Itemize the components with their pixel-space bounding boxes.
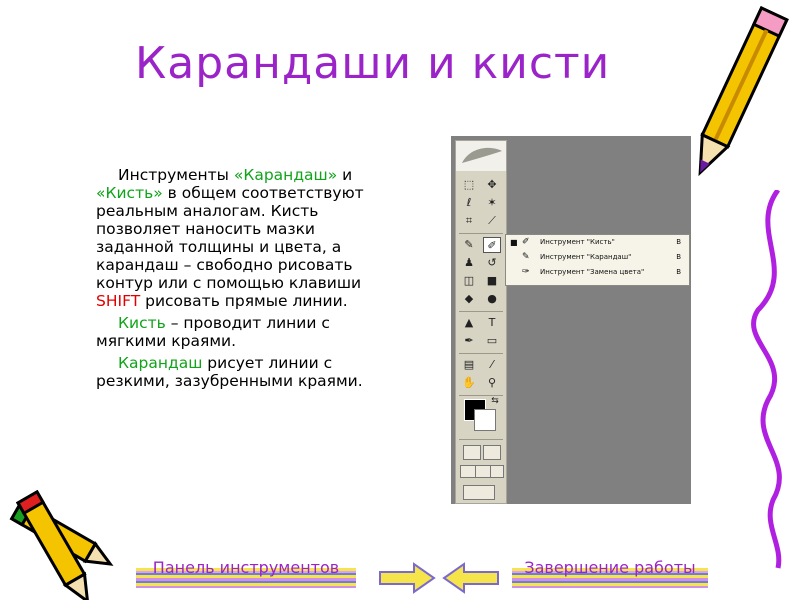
hand-tool-icon[interactable]: ✋ (462, 376, 476, 389)
paragraph-intro (96, 166, 386, 310)
quick-mask-button[interactable] (483, 445, 501, 460)
zoom-tool-icon[interactable]: ⚲ (487, 376, 497, 389)
eraser-tool-icon[interactable]: ◫ (463, 274, 475, 287)
flyout-shortcut: B (676, 268, 681, 276)
term-brush: «Кисть» (96, 184, 163, 202)
feather-logo (456, 141, 506, 171)
nav-link-toolbox[interactable]: Панель инструментов (152, 558, 340, 577)
decorative-squiggle (738, 190, 800, 570)
pencils-icon (0, 480, 150, 600)
prev-arrow-icon[interactable] (442, 562, 500, 594)
eyedropper-icon[interactable]: ⁄ (491, 358, 493, 371)
flyout-shortcut: B (676, 238, 681, 246)
shape-tool-icon[interactable]: ▭ (486, 334, 498, 347)
gradient-tool-icon[interactable]: ■ (486, 274, 498, 287)
text-span: в общем соответствуют реальным аналогам. Кисть позволяет наносить мазки заданной толщины и цвета, а карандаш – свободно рисовать контур или с помощью клавиши (96, 184, 364, 292)
nav-link-finish[interactable]: Завершение работы (524, 558, 696, 577)
flyout-item-color-replace[interactable] (506, 265, 689, 280)
stamp-tool-icon[interactable]: ♟ (464, 256, 474, 269)
slide-body (96, 166, 386, 394)
toolbox-panel (455, 140, 507, 504)
brush-icon: ✐ (522, 237, 530, 247)
separator (459, 353, 503, 354)
text-span: и (337, 166, 353, 184)
separator (459, 439, 503, 440)
next-arrow-icon[interactable] (378, 562, 436, 594)
jump-to-imageready-button[interactable] (463, 485, 495, 500)
flyout-label: Инструмент "Карандаш" (540, 253, 632, 261)
flyout-label: Инструмент "Замена цвета" (540, 268, 645, 276)
paragraph-pencil (96, 354, 386, 390)
text-span: – проводит линии с мягкими краями. (96, 314, 330, 350)
selected-bullet: ■ (510, 238, 518, 247)
type-tool-icon[interactable]: T (488, 316, 496, 329)
term-pencil: «Карандаш» (233, 166, 338, 184)
term-pencil: Карандаш (118, 354, 203, 372)
screen-mode-full[interactable] (490, 465, 504, 478)
text-span: рисует линии с резкими, зазубренными краями. (96, 354, 363, 390)
flyout-item-pencil[interactable] (506, 250, 689, 265)
healing-brush-icon[interactable]: ✎ (464, 238, 474, 251)
lasso-tool-icon[interactable]: ℓ (466, 196, 472, 209)
term-brush: Кисть (118, 314, 166, 332)
text-span: рисовать прямые линии. (140, 292, 348, 310)
flyout-shortcut: B (676, 253, 681, 261)
color-replace-icon: ✑ (522, 267, 530, 277)
background-color-swatch[interactable] (474, 409, 496, 431)
notes-tool-icon[interactable]: ▤ (463, 358, 475, 371)
screen-mode-standard[interactable] (460, 465, 476, 478)
key-shift: SHIFT (96, 292, 141, 310)
dodge-tool-icon[interactable]: ● (487, 292, 497, 305)
slice-tool-icon[interactable]: ⟋ (488, 214, 496, 227)
screen-mode-full-menu[interactable] (475, 465, 491, 478)
standard-mode-button[interactable] (463, 445, 481, 460)
pencil-tool-icon: ✎ (522, 252, 530, 262)
pen-tool-icon[interactable]: ✒ (464, 334, 474, 347)
marquee-tool-icon[interactable]: ⬚ (463, 178, 475, 191)
crop-tool-icon[interactable]: ⌗ (465, 214, 473, 227)
history-brush-icon[interactable]: ↺ (487, 256, 497, 269)
path-select-icon[interactable]: ▲ (464, 316, 474, 329)
flyout-item-brush[interactable] (506, 235, 689, 250)
brush-tool-icon[interactable]: ✐ (483, 237, 501, 253)
flyout-label: Инструмент "Кисть" (540, 238, 615, 246)
separator (459, 311, 503, 312)
separator (459, 233, 503, 234)
text-span: Инструменты (118, 166, 234, 184)
slide-title: Карандаши и кисти (135, 38, 611, 89)
move-tool-icon[interactable]: ✥ (487, 178, 497, 191)
paragraph-brush (96, 314, 386, 350)
brush-tool-flyout (505, 234, 690, 286)
magic-wand-icon[interactable]: ✶ (487, 196, 497, 209)
swap-colors-icon[interactable]: ⇆ (491, 396, 499, 406)
blur-tool-icon[interactable]: ◆ (464, 292, 474, 305)
